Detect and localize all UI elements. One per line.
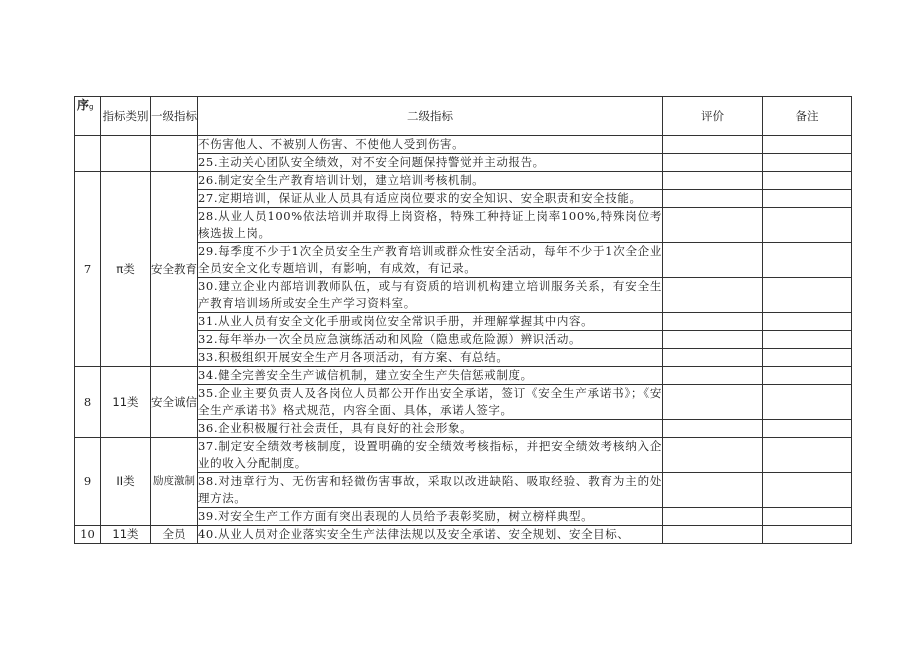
- remarks-cell[interactable]: [763, 508, 852, 526]
- evaluation-cell[interactable]: [663, 385, 763, 420]
- header-level2: 二级指标: [198, 97, 663, 136]
- remarks-cell[interactable]: [763, 526, 852, 544]
- header-level1: 一级指标: [151, 97, 198, 136]
- row-category: π类: [101, 172, 151, 367]
- header-category: 指标类别: [101, 97, 151, 136]
- row-level1-indicator: [151, 136, 198, 172]
- row-level1-indicator: 安全诚信: [151, 367, 198, 438]
- evaluation-cell[interactable]: [663, 278, 763, 313]
- remarks-cell[interactable]: [763, 278, 852, 313]
- row-category: 11类: [101, 526, 151, 544]
- level2-indicator-item: 30.建立企业内部培训教师队伍，或与有资质的培训机构建立培训服务关系，有安全生产教育培训场所或安全生产学习资料室。: [198, 278, 663, 313]
- level2-indicator-item: 32.每年举办一次全员应急演练活动和风险（隐患或危险源）辨识活动。: [198, 331, 663, 349]
- level2-indicator-item: 36.企业积极履行社会责任，具有良好的社会形象。: [198, 420, 663, 438]
- remarks-cell[interactable]: [763, 190, 852, 208]
- level2-indicator-item: 25.主动关心团队安全绩效，对不安全问题保持警觉并主动报告。: [198, 154, 663, 172]
- header-seq: 序g: [75, 97, 101, 136]
- table-row: [75, 367, 852, 385]
- row-level1-indicator: 励度激制: [151, 438, 198, 526]
- remarks-cell[interactable]: [763, 136, 852, 154]
- remarks-cell[interactable]: [763, 385, 852, 420]
- evaluation-cell[interactable]: [663, 349, 763, 367]
- level2-indicator-item: 不伤害他人、不被别人伤害、不使他人受到伤害。: [198, 136, 663, 154]
- level2-indicator-item: 33.积极组织开展安全生产月各项活动，有方案、有总结。: [198, 349, 663, 367]
- evaluation-cell[interactable]: [663, 154, 763, 172]
- evaluation-cell[interactable]: [663, 438, 763, 473]
- header-remarks: 备注: [763, 97, 852, 136]
- row-category: II类: [101, 438, 151, 526]
- evaluation-cell[interactable]: [663, 208, 763, 243]
- header-evaluation: 评价: [663, 97, 763, 136]
- remarks-cell[interactable]: [763, 313, 852, 331]
- row-seq-number: 7: [75, 172, 101, 367]
- level2-indicator-item: 28.从业人员100%依法培训并取得上岗资格，特殊工种持证上岗率100%,特殊岗位考核选拔上岗。: [198, 208, 663, 243]
- remarks-cell[interactable]: [763, 473, 852, 508]
- row-seq-number: 10: [75, 526, 101, 544]
- level2-indicator-item: 38.对违章行为、无伤害和轻微伤害事故，采取以改进缺陷、吸取经验、教育为主的处理方法。: [198, 473, 663, 508]
- table-row: [75, 526, 852, 544]
- remarks-cell[interactable]: [763, 438, 852, 473]
- evaluation-cell[interactable]: [663, 367, 763, 385]
- row-level1-indicator: 安全教育: [151, 172, 198, 367]
- level2-indicator-item: 26.制定安全生产教育培训计划，建立培训考核机制。: [198, 172, 663, 190]
- remarks-cell[interactable]: [763, 420, 852, 438]
- evaluation-cell[interactable]: [663, 331, 763, 349]
- remarks-cell[interactable]: [763, 349, 852, 367]
- level2-indicator-item: 34.健全完善安全生产诚信机制，建立安全生产失信惩戒制度。: [198, 367, 663, 385]
- level2-indicator-item: 29.每季度不少于1次全员安全生产教育培训或群众性安全活动，每年不少于1次全企业全员安全文化专题培训，有影响，有成效，有记录。: [198, 243, 663, 278]
- row-category: [101, 136, 151, 172]
- evaluation-cell[interactable]: [663, 172, 763, 190]
- evaluation-cell[interactable]: [663, 313, 763, 331]
- table-body: [75, 136, 852, 544]
- row-level1-indicator: 全员: [151, 526, 198, 544]
- remarks-cell[interactable]: [763, 331, 852, 349]
- level2-indicator-item: 37.制定安全绩效考核制度，设置明确的安全绩效考核指标，并把安全绩效考核纳入企业的收入分配制度。: [198, 438, 663, 473]
- evaluation-cell[interactable]: [663, 136, 763, 154]
- remarks-cell[interactable]: [763, 172, 852, 190]
- evaluation-cell[interactable]: [663, 473, 763, 508]
- indicator-table: [74, 96, 852, 544]
- evaluation-cell[interactable]: [663, 508, 763, 526]
- remarks-cell[interactable]: [763, 243, 852, 278]
- level2-indicator-item: 35.企业主要负责人及各岗位人员都公开作出安全承诺，签订《安全生产承诺书》；《安全生产承诺书》格式规范，内容全面、具体，承诺人签字。: [198, 385, 663, 420]
- remarks-cell[interactable]: [763, 208, 852, 243]
- evaluation-cell[interactable]: [663, 526, 763, 544]
- row-seq-number: 9: [75, 438, 101, 526]
- remarks-cell[interactable]: [763, 367, 852, 385]
- table-header-row: [75, 97, 852, 136]
- level2-indicator-item: 27.定期培训，保证从业人员具有适应岗位要求的安全知识、安全职责和安全技能。: [198, 190, 663, 208]
- table-row: [75, 136, 852, 154]
- evaluation-cell[interactable]: [663, 190, 763, 208]
- evaluation-cell[interactable]: [663, 420, 763, 438]
- row-seq-number: [75, 136, 101, 172]
- row-category: 11类: [101, 367, 151, 438]
- row-seq-number: 8: [75, 367, 101, 438]
- level2-indicator-item: 31.从业人员有安全文化手册或岗位安全常识手册，并理解掌握其中内容。: [198, 313, 663, 331]
- table-row: [75, 172, 852, 190]
- remarks-cell[interactable]: [763, 154, 852, 172]
- level2-indicator-item: 39.对安全生产工作方面有突出表现的人员给予表彰奖励，树立榜样典型。: [198, 508, 663, 526]
- level2-indicator-item: 40.从业人员对企业落实安全生产法律法规以及安全承诺、安全规划、安全目标、: [198, 526, 663, 544]
- table-row: [75, 438, 852, 473]
- evaluation-cell[interactable]: [663, 243, 763, 278]
